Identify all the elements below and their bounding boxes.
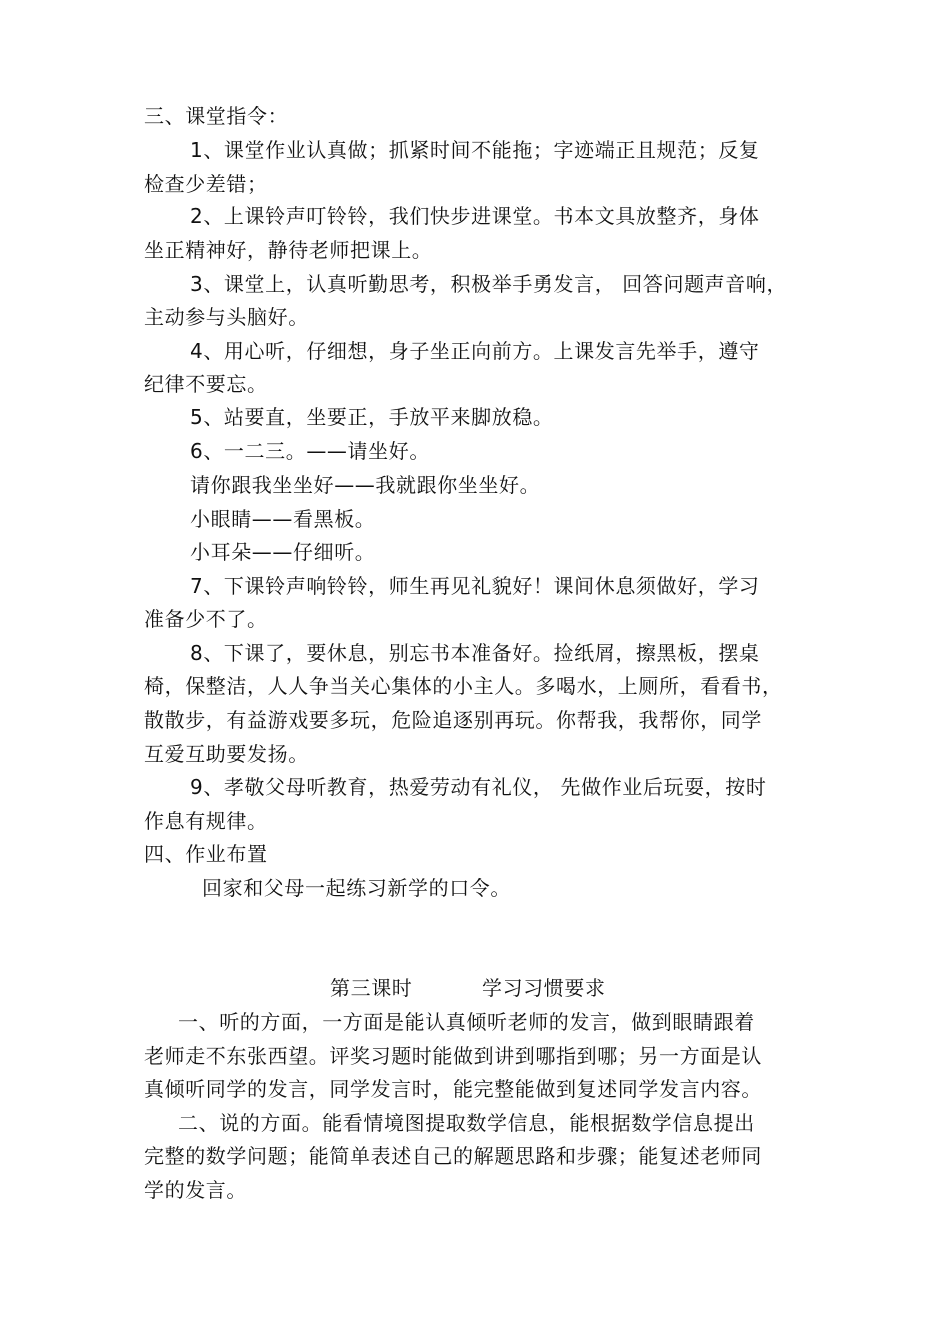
listening-line2: 老师走不东张西望。评奖习题时能做到讲到哪指到哪；另一方面是认 <box>144 1044 762 1068</box>
listening-line3: 真倾听同学的发言，同学发言时，能完整能做到复述同学发言内容。 <box>144 1077 762 1101</box>
item3-line1: 3、课堂上，认真听勤思考，积极举手勇发言， 回答问题声音响， <box>190 272 788 296</box>
item8-line1: 8、下课了，要休息，别忘书本准备好。捡纸屑，擦黑板，摆桌 <box>190 641 760 665</box>
item6-sub3: 小耳朵——仔细听。 <box>190 540 376 564</box>
item9-line1: 9、孝敬父母听教育，热爱劳动有礼仪， 先做作业后玩耍，按时 <box>190 775 767 799</box>
item3-line2: 主动参与头脑好。 <box>144 305 309 329</box>
item8-line3: 散散步，有益游戏要多玩，危险追逐别再玩。你帮我，我帮你，同学 <box>144 708 762 732</box>
item6-sub1: 请你跟我坐坐好——我就跟你坐坐好。 <box>190 473 541 497</box>
listening-line1: 一、听的方面，一方面是能认真倾听老师的发言，做到眼睛跟着 <box>178 1010 755 1034</box>
section4-heading: 四、作业布置 <box>144 842 268 866</box>
item2-line2: 坐正精神好，静待老师把课上。 <box>144 238 433 262</box>
section3-heading: 三、课堂指令： <box>144 104 289 128</box>
item8-line2: 椅，保整洁，人人争当关心集体的小主人。多喝水，上厕所，看看书， <box>144 674 783 698</box>
item7-line1: 7、下课铃声响铃铃，师生再见礼貌好！课间休息须做好，学习 <box>190 574 760 598</box>
item6: 6、一二三。——请坐好。 <box>190 439 430 463</box>
item2-line1: 2、上课铃声叮铃铃，我们快步进课堂。书本文具放整齐，身体 <box>190 204 760 228</box>
item6-sub2: 小眼睛——看黑板。 <box>190 507 376 531</box>
item1-line2: 检查少差错； <box>144 172 268 196</box>
speaking-line3: 学的发言。 <box>144 1178 247 1202</box>
item8-line4: 互爱互助要发扬。 <box>144 742 309 766</box>
item9-line2: 作息有规律。 <box>144 809 268 833</box>
item5: 5、站要直，坐要正，手放平来脚放稳。 <box>190 405 554 429</box>
item7-line2: 准备少不了。 <box>144 607 268 631</box>
homework-text: 回家和父母一起练习新学的口令。 <box>202 876 511 900</box>
lesson-title: 第三课时 学习习惯要求 <box>330 976 606 1000</box>
item1-line1: 1、课堂作业认真做；抓紧时间不能拖；字迹端正且规范；反复 <box>190 138 760 162</box>
item4-line2: 纪律不要忘。 <box>144 372 268 396</box>
item4-line1: 4、用心听，仔细想，身子坐正向前方。上课发言先举手，遵守 <box>190 339 760 363</box>
speaking-line1: 二、说的方面。能看情境图提取数学信息，能根据数学信息提出 <box>178 1111 755 1135</box>
speaking-line2: 完整的数学问题；能简单表述自己的解题思路和步骤；能复述老师同 <box>144 1144 762 1168</box>
